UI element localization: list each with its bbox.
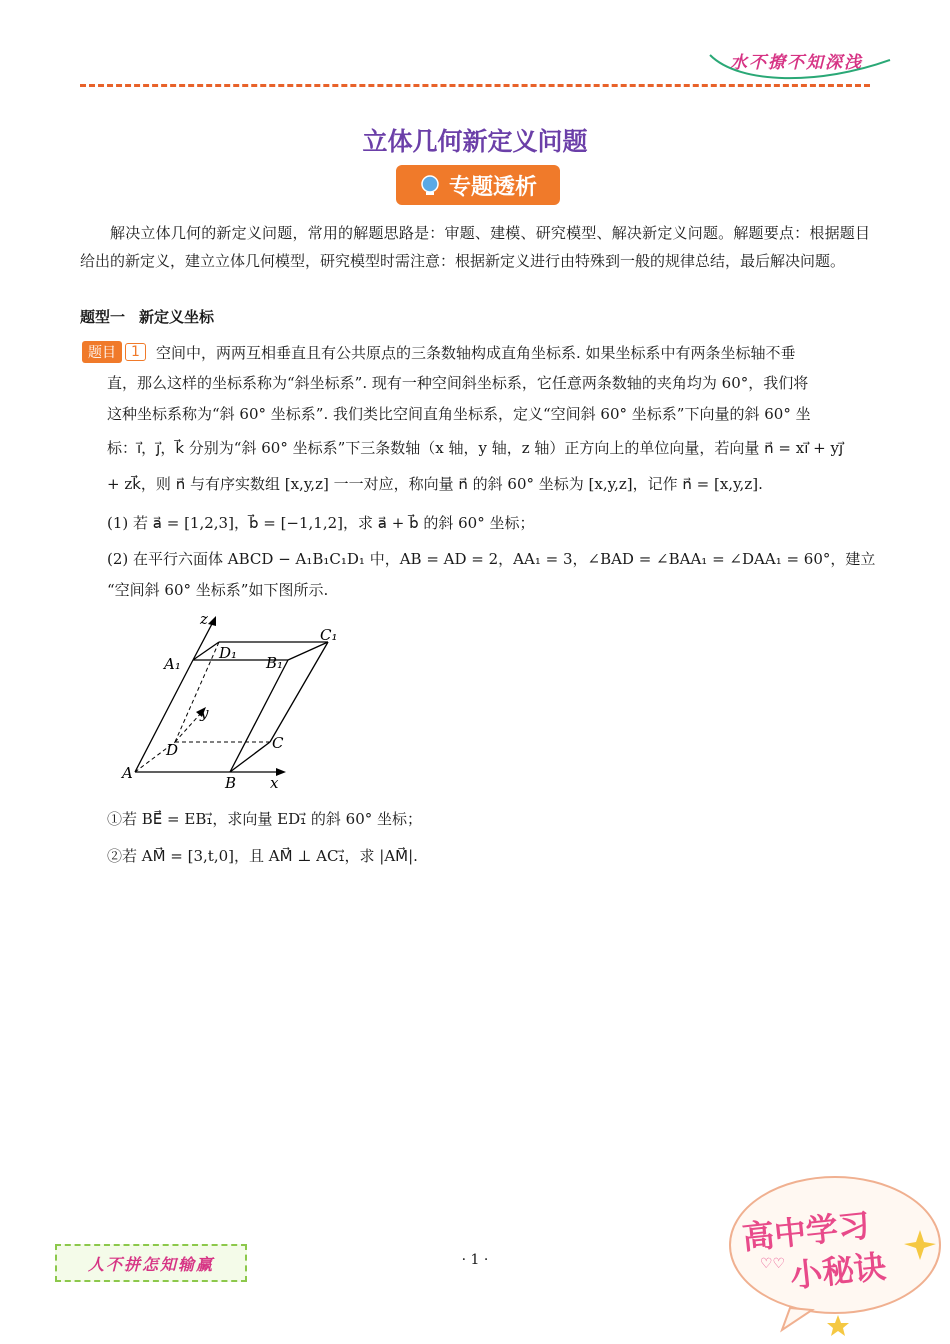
intro-paragraph: 解决立体几何的新定义问题，常用的解题思路是：审题、建模、研究模型、解决新定义问题。解题要点：根据题目给出的新定义，建立立体几何模型，研究模型时需注意：根据新定义进行由特殊到一般的规律总结，最后解决问题。 [80,224,870,270]
label-C1: C₁ [320,626,338,644]
label-z: z [200,612,208,628]
header-divider [80,84,870,87]
page-number: · 1 · [461,1252,489,1268]
label-B: B [225,774,237,792]
header-swoosh-icon [700,40,900,85]
topic-banner [396,165,560,205]
label-A1: A₁ [164,655,181,673]
label-D1: D₁ [219,644,238,662]
part-2-line-2: “空间斜 60° 坐标系”如下图所示. [107,581,329,599]
section-label: 题型一 [80,308,126,326]
hearts-icon: ♡♡ [760,1256,786,1272]
question-badge-label: 题目 [82,341,122,363]
sub-question-1: ①若 BE⃗ = EB₁⃗，求向量 ED₁⃗ 的斜 60° 坐标； [107,810,423,828]
parallelepiped-figure [120,612,360,797]
y-axis [175,712,202,742]
page-title: 立体几何新定义问题 [362,127,588,156]
banner-label: 专题透析 [448,174,537,200]
edge-BB1 [230,660,288,772]
part-1: (1) 若 a⃗ = [1,2,3]，b⃗ = [−1,1,2]，求 a⃗ + b⃗ 的斜 60° 坐标； [107,514,535,532]
edge-B1C1 [288,642,328,660]
part-2-line-1: (2) 在平行六面体 ABCD − A₁B₁C₁D₁ 中，AB = AD = 2，AA₁ = 3，∠BAD = ∠BAA₁ = ∠DAA₁ = 60°，建立 [107,550,876,568]
header-motto: 水不撩不知深浅 [730,53,863,73]
globe-icon [419,174,441,196]
z-axis-arrow-icon [208,616,216,626]
label-y: y [200,704,209,722]
label-B1: B₁ [266,654,284,672]
logo-line-2: 小秘诀 [788,1247,888,1296]
section-name: 新定义坐标 [139,308,215,326]
section-heading [80,306,214,327]
label-A: A [122,764,133,782]
logo-line-1: 高中学习 [740,1205,872,1258]
sub-question-2: ②若 AM⃗ = [3,t,0]，且 AM⃗ ⊥ AC₁⃗，求 |AM⃗|. [107,847,418,865]
question-badge-number: 1 [125,343,146,361]
question-line: 这种坐标系称为“斜 60° 坐标系”. 我们类比空间直角坐标系，定义“空间斜 60° 坐标系”下向量的斜 60° 坐 [107,405,811,423]
question-line: 直，那么这样的坐标系称为“斜坐标系”. 现有一种空间斜坐标系，它任意两条数轴的夹角均为 60°，我们将 [107,374,809,392]
footer-motto: 人不拼怎知输赢 [55,1244,247,1282]
edge-BC [230,742,270,772]
question-badge [82,341,146,363]
question-line: + zk⃗，则 n⃗ 与有序实数组 [x,y,z] 一一对应，称向量 n⃗ 的斜 60° 坐标为 [x,y,z]，记作 n⃗ = [x,y,z]. [107,475,763,493]
question-line: 空间中，两两互相垂直且有公共原点的三条数轴构成直角坐标系. 如果坐标系中有两条坐标轴不垂 [156,344,796,362]
question-line: 标：i⃗，j⃗，k⃗ 分别为“斜 60° 坐标系”下三条数轴（x 轴，y 轴，z 轴）正方向上的单位向量，若向量 n⃗ = xi⃗ + yj⃗ [107,439,844,457]
edge-AA1 [135,660,193,772]
star-icon [827,1315,849,1336]
label-x: x [270,774,279,792]
label-D: D [166,741,179,759]
label-C: C [272,734,284,752]
study-tips-logo [720,1170,945,1340]
